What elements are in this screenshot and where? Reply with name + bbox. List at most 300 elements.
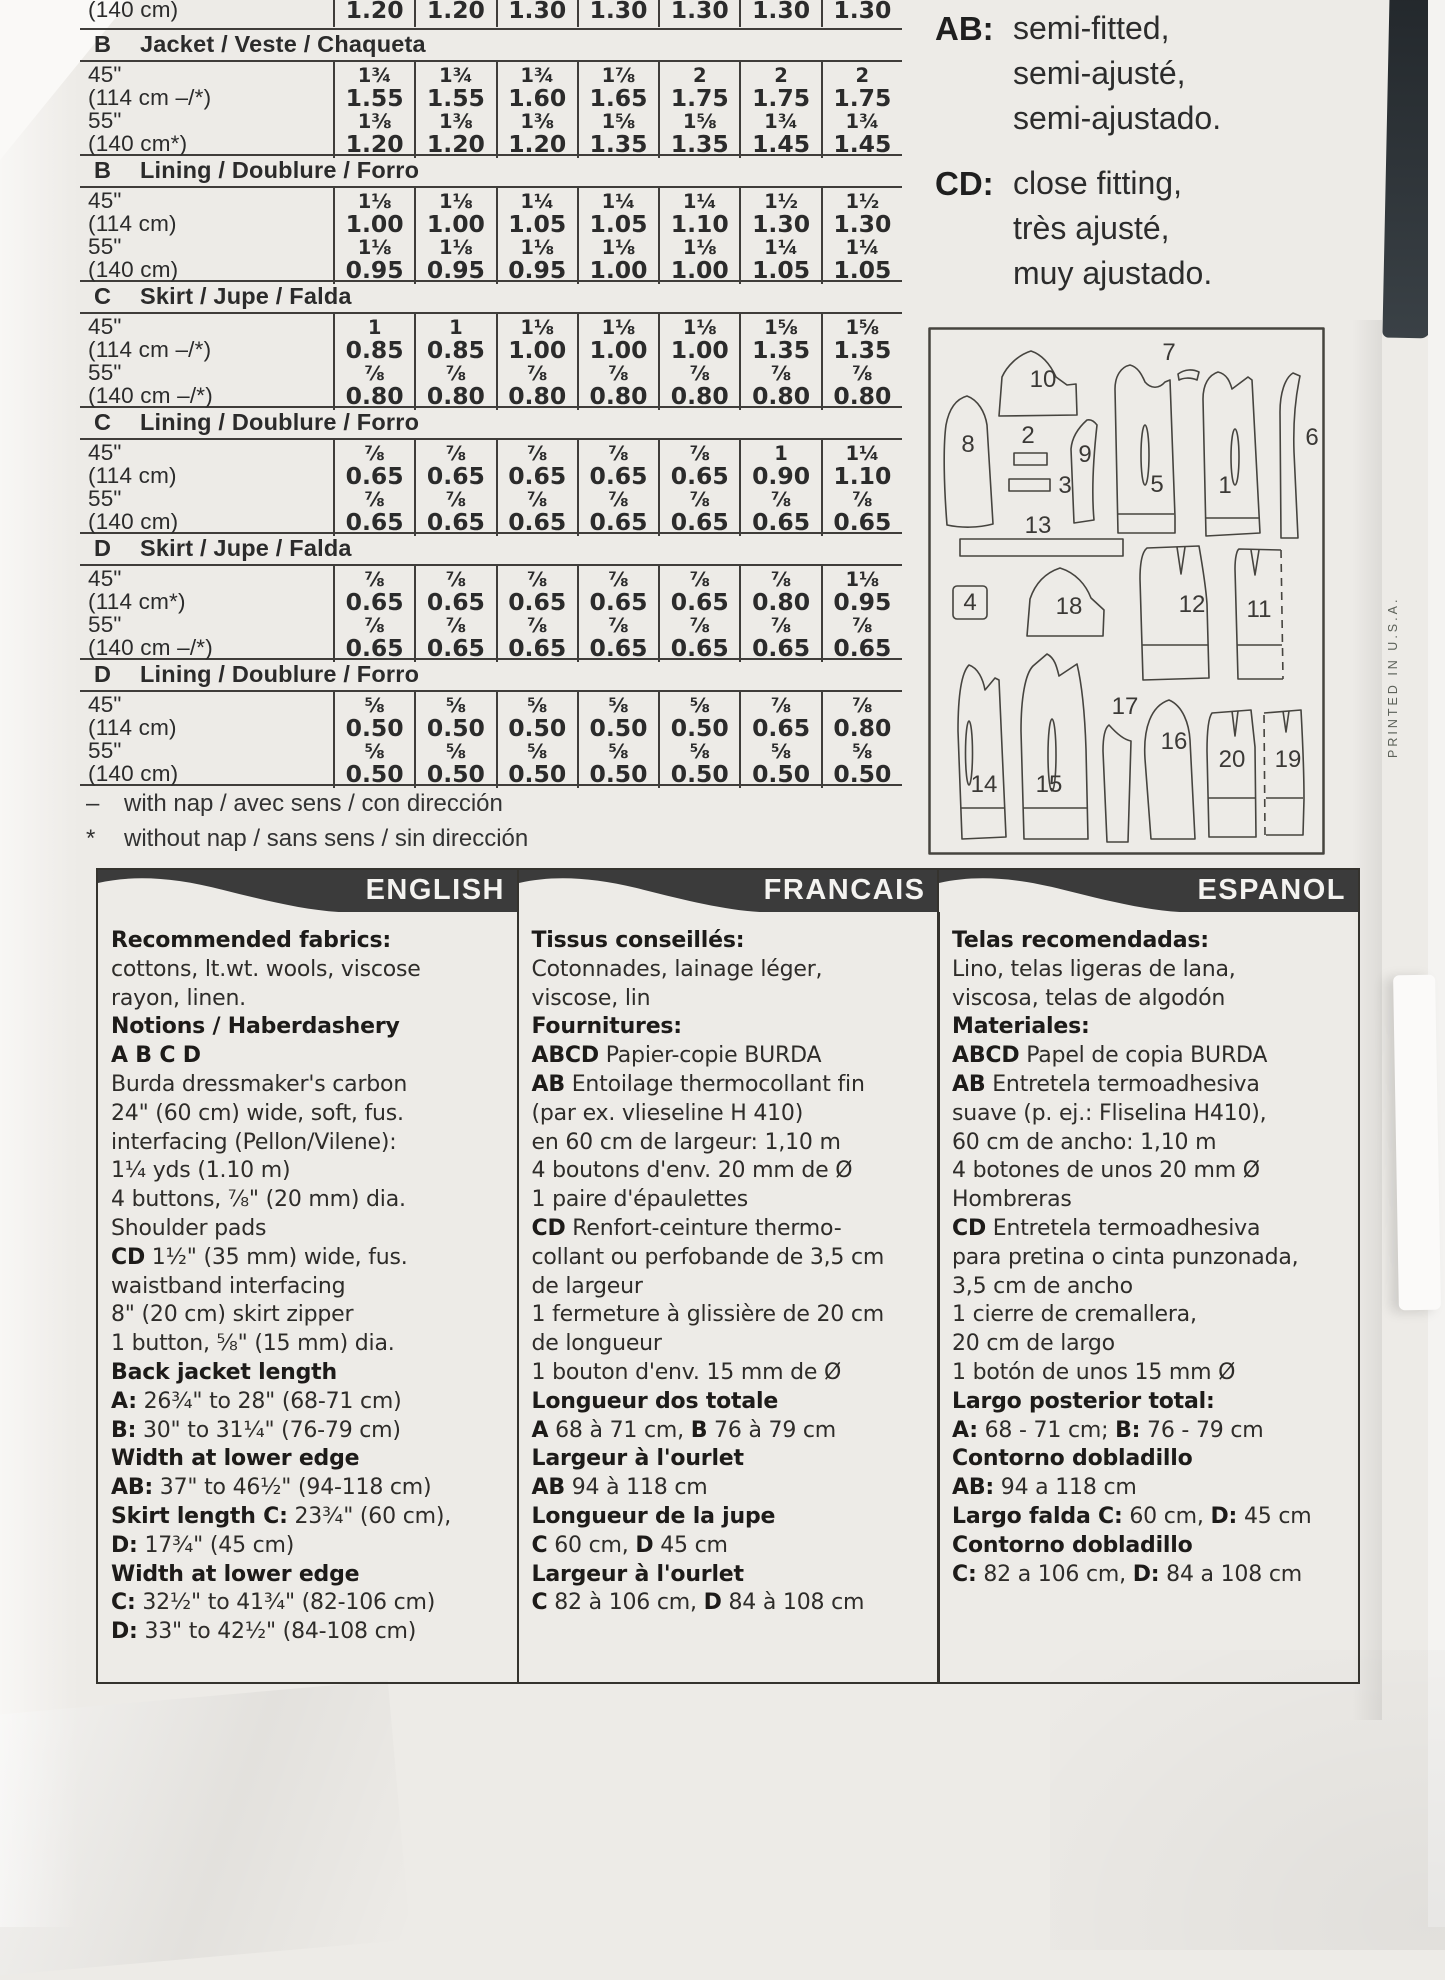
yardage-value-cell: 1.60 [496, 84, 577, 112]
text: 84 a 108 cm [1159, 1561, 1302, 1587]
text-line [111, 985, 509, 1014]
bold-text: AB: [111, 1475, 153, 1501]
fit-line: semi-fitted, [1013, 10, 1170, 46]
yardage-row [80, 612, 902, 637]
yardage-value-cell: ⅞ [577, 612, 658, 638]
text-line [532, 1215, 930, 1244]
text: 82 à 106 cm, [547, 1590, 704, 1616]
yardage-value-cell: ⅞ [496, 440, 577, 466]
yardage-value-cell: ⅞ [658, 612, 739, 638]
yardage-value-cell: 1⅛ [577, 314, 658, 340]
section-letter: C [94, 283, 112, 309]
text: 1½" (35 mm) wide, fus. [145, 1244, 408, 1270]
yardage-row [80, 256, 902, 284]
piece-number-13: 13 [1024, 512, 1052, 539]
text-line [952, 1100, 1350, 1129]
yardage-value-cell: 0.65 [577, 588, 658, 616]
section-letter: B [94, 157, 112, 183]
yardage-value-cell: 1.30 [821, 210, 902, 238]
yardage-value-cell: 0.80 [496, 382, 577, 410]
bold-text: AB [531, 1475, 565, 1501]
yardage-value-cell: ⅝ [333, 692, 414, 718]
section-letter: C [94, 409, 112, 435]
yardage-value-cell: 0.65 [821, 634, 902, 662]
yardage-value-cell: 0.80 [577, 382, 658, 410]
yardage-value-cell: 0.50 [414, 714, 495, 742]
yardage-value-cell: ⅞ [739, 486, 820, 512]
text: 84 à 108 cm [721, 1590, 865, 1616]
yardage-value-cell: 0.65 [414, 588, 495, 616]
text-line [952, 1561, 1350, 1590]
text: 3,5 cm de ancho [952, 1273, 1133, 1299]
text: 26¾" to 28" (68-71 cm) [136, 1388, 402, 1414]
yardage-value-cell: 0.65 [333, 462, 414, 490]
yardage-value-cell: 0.95 [496, 256, 577, 284]
yardage-value-cell: 0.65 [577, 462, 658, 490]
section-name: Lining / Doublure / Forro [140, 157, 420, 183]
yardage-value-cell: 0.80 [333, 382, 414, 410]
section-name: Lining / Doublure / Forro [140, 661, 420, 687]
yardage-row-label: 55" [88, 234, 122, 259]
bold-text: A B C D [111, 1043, 201, 1069]
yardage-value-cell: 0.65 [739, 714, 820, 742]
yardage-value-cell: 1.35 [577, 130, 658, 158]
text: Cotonnades, lainage léger, [531, 956, 823, 982]
yardage-value-cell: ⅞ [496, 566, 577, 592]
yardage-row-label: (140 cm) [88, 761, 179, 786]
yardage-row-label: 55" [88, 108, 122, 133]
yardage-value-cell: 1⅜ [496, 108, 577, 134]
bold-text: Notions / Haberdashery [111, 1014, 400, 1040]
yardage-row [80, 382, 902, 410]
text: 4 boutons d'env. 20 mm de Ø [531, 1158, 853, 1184]
yardage-value-cell: 1.75 [658, 84, 739, 112]
piece-number-3: 3 [1058, 472, 1072, 499]
yardage-value-cell: 1.30 [577, 0, 658, 27]
yardage-row [80, 634, 902, 662]
yardage-row [80, 588, 902, 616]
yardage-value-cell: 1¾ [739, 108, 820, 134]
text: 20 cm de largo [952, 1331, 1115, 1357]
text-line [532, 1129, 930, 1158]
fit-line: muy ajustado. [1013, 255, 1213, 291]
yardage-value-cell: 1¾ [333, 62, 414, 88]
piece-number-19: 19 [1274, 746, 1302, 773]
yardage-value-cell: 1⅛ [333, 234, 414, 260]
yardage-value-cell: 1¼ [739, 234, 820, 260]
yardage-value-cell: 1.00 [658, 256, 739, 284]
text-line [952, 1157, 1350, 1186]
text-line [532, 1417, 930, 1446]
yardage-value-cell: 1.35 [739, 336, 820, 364]
yardage-value-cell: 0.85 [333, 336, 414, 364]
yardage-value-cell: ⅞ [739, 612, 820, 638]
yardage-value-cell: 1⅛ [821, 566, 902, 592]
bold-text: B [690, 1417, 708, 1443]
text-line [532, 1388, 930, 1417]
text: interfacing (Pellon/Vilene): [111, 1129, 397, 1155]
fit-line: très ajusté, [1013, 210, 1170, 246]
printed-in-usa-text: PRINTED IN U.S.A. [1386, 596, 1400, 758]
lang-body-francais [519, 912, 938, 1618]
bold-text: Contorno dobladillo [952, 1446, 1193, 1472]
english-banner-label: ENGLISH [365, 874, 505, 906]
yardage-value-cell: 1.00 [577, 256, 658, 284]
yardage-value-cell: 0.65 [414, 462, 495, 490]
yardage-value-cell: ⅞ [739, 692, 820, 718]
yardage-value-cell: 0.50 [333, 760, 414, 788]
yardage-value-cell: 0.80 [739, 382, 820, 410]
bold-text: D: [111, 1619, 138, 1645]
yardage-row [80, 486, 902, 511]
text-line [111, 1186, 509, 1215]
yardage-value-cell: 0.80 [821, 382, 902, 410]
text: 8" (20 cm) skirt zipper [111, 1302, 354, 1328]
yardage-value-cell: 1.00 [414, 210, 495, 238]
yardage-value-cell: ⅞ [821, 612, 902, 638]
yardage-value-cell: ⅞ [414, 486, 495, 512]
text: 1 botón de unos 15 mm Ø [952, 1359, 1236, 1385]
yardage-value-cell: ⅞ [577, 566, 658, 592]
text-line [111, 1100, 509, 1129]
yardage-value-cell: ⅞ [739, 360, 820, 386]
text: 1 paire d'épaulettes [531, 1187, 748, 1213]
text: de longueur [531, 1331, 662, 1357]
piece-number-18: 18 [1055, 593, 1083, 620]
yardage-row-label: (114 cm*) [88, 589, 186, 614]
yardage-value-cell: 1.55 [414, 84, 495, 112]
yardage-value-cell: ⅞ [414, 566, 495, 592]
paper-left-edge [0, 0, 78, 1927]
espanol-banner-label: ESPANOL [1197, 874, 1346, 906]
bold-text: D [635, 1532, 654, 1558]
yardage-value-cell: 1.75 [739, 84, 820, 112]
yardage-row [80, 440, 902, 465]
text-line [952, 1445, 1350, 1474]
yardage-row-label: 45" [88, 566, 122, 591]
piece-number-1: 1 [1218, 472, 1232, 499]
yardage-section-title [80, 408, 902, 438]
yardage-row-label: 55" [88, 486, 122, 511]
text-line [111, 956, 509, 985]
yardage-value-cell: 1.00 [577, 336, 658, 364]
text-line [111, 927, 509, 956]
text: 4 buttons, ⅞" (20 mm) dia. [111, 1187, 406, 1213]
lang-body-espanol [939, 912, 1358, 1589]
text: 17¾" (45 cm) [137, 1532, 295, 1558]
yardage-row [80, 692, 902, 717]
language-column-english [96, 868, 519, 1684]
yardage-row [80, 360, 902, 385]
yardage-value-cell: ⅞ [658, 440, 739, 466]
yardage-value-cell: ⅞ [577, 440, 658, 466]
bold-text: CD [952, 1215, 987, 1241]
yardage-value-cell: 0.65 [496, 588, 577, 616]
yardage-row [80, 130, 902, 158]
yardage-value-cell: 0.65 [658, 508, 739, 536]
text-line [532, 1186, 930, 1215]
yardage-value-cell: 0.50 [739, 760, 820, 788]
section-letter: B [94, 31, 112, 57]
text: 1¼ yds (1.10 m) [111, 1158, 291, 1184]
section-name: Skirt / Jupe / Falda [140, 535, 352, 561]
yardage-value-cell: ⅞ [414, 612, 495, 638]
yardage-value-cell: ⅞ [496, 486, 577, 512]
text-line [952, 1330, 1350, 1359]
yardage-value-cell: 1.45 [821, 130, 902, 158]
text-line [532, 1330, 930, 1359]
bold-text: Largo falda C: [952, 1503, 1123, 1529]
yardage-value-cell: 0.50 [577, 714, 658, 742]
text: Papier-copie BURDA [598, 1043, 822, 1069]
footnote-without-nap [86, 825, 528, 853]
yardage-value-cell: 1.20 [414, 0, 495, 27]
text-line [532, 1474, 930, 1503]
fit-notes [935, 6, 1345, 316]
bold-text: ABCD [531, 1043, 599, 1069]
english-banner [98, 870, 517, 912]
yardage-value-cell: ⅝ [577, 692, 658, 718]
yardage-row [80, 210, 902, 238]
yardage-row [80, 314, 902, 339]
text-line [111, 1129, 509, 1158]
bold-text: A: [111, 1388, 137, 1414]
text-line [952, 1042, 1350, 1071]
yardage-value-cell: 1⅛ [658, 234, 739, 260]
yardage-value-cell: 1⅛ [577, 234, 658, 260]
text-line [111, 1503, 509, 1532]
bold-text: AB: [952, 1475, 994, 1501]
yardage-footnotes [86, 790, 528, 860]
bold-text: AB [531, 1071, 565, 1097]
yardage-row [80, 462, 902, 490]
fit-note-ab-lines [1013, 6, 1221, 141]
text-line [111, 1417, 509, 1446]
text: en 60 cm de largeur: 1,10 m [531, 1129, 841, 1155]
footnote-marker: * [86, 825, 96, 852]
yardage-value-cell: ⅞ [577, 360, 658, 386]
yardage-value-cell: 0.65 [414, 634, 495, 662]
section-name: Skirt / Jupe / Falda [140, 283, 352, 309]
bold-text: Contorno dobladillo [952, 1532, 1193, 1558]
text-line [532, 1244, 930, 1273]
text: viscosa, telas de algodón [952, 985, 1226, 1011]
yardage-value-cell: 0.65 [496, 634, 577, 662]
text-line [532, 1071, 930, 1100]
fit-note-cd-label: CD: [935, 165, 994, 202]
pattern-pieces-svg [928, 327, 1325, 855]
bold-text: D [703, 1590, 722, 1616]
text-line [111, 1532, 509, 1561]
yardage-value-cell: 1.20 [414, 130, 495, 158]
text-line [111, 1215, 509, 1244]
text: 60 cm, [547, 1532, 636, 1558]
text-line [111, 1071, 509, 1100]
yardage-value-cell: 0.65 [496, 462, 577, 490]
text: Entretela termoadhesiva [985, 1071, 1260, 1097]
yardage-value-cell: 0.65 [414, 508, 495, 536]
yardage-value-cell: 0.50 [414, 760, 495, 788]
text-line [532, 1273, 930, 1302]
fit-line: semi-ajustado. [1013, 100, 1222, 136]
yardage-section-title [80, 660, 902, 690]
language-column-francais [517, 868, 940, 1684]
text-line [111, 1042, 509, 1071]
text: rayon, linen. [111, 985, 246, 1011]
yardage-value-cell: 2 [739, 62, 820, 88]
text: 45 cm [653, 1532, 728, 1558]
text: 68 à 71 cm, [548, 1417, 691, 1443]
fit-note-cd-lines [1013, 161, 1212, 296]
text: de largeur [531, 1273, 643, 1299]
piece-number-12: 12 [1178, 591, 1206, 618]
bold-text: Largeur à l'ourlet [531, 1446, 744, 1472]
bold-text: Tissus conseillés: [531, 928, 745, 953]
text: 94 à 118 cm [564, 1475, 708, 1501]
yardage-value-cell: ⅞ [414, 440, 495, 466]
bold-text: CD [111, 1244, 146, 1270]
bold-text: CD [531, 1215, 566, 1241]
yardage-value-cell: 1⅝ [821, 314, 902, 340]
bold-text: Back jacket length [111, 1359, 337, 1385]
paper-shade [1050, 1650, 1445, 1950]
yardage-value-cell: 1 [414, 314, 495, 340]
yardage-value-cell: 0.65 [658, 462, 739, 490]
text: para pretina o cinta punzonada, [952, 1244, 1299, 1270]
text-line [111, 1589, 509, 1618]
francais-banner-label: FRANCAIS [763, 874, 926, 906]
yardage-value-cell: 0.80 [821, 714, 902, 742]
yardage-value-cell: 1 [739, 440, 820, 466]
yardage-value-cell: 1⅛ [496, 234, 577, 260]
yardage-row-label: (114 cm) [88, 715, 177, 740]
yardage-value-cell: 1⅞ [577, 62, 658, 88]
text-line [111, 1330, 509, 1359]
yardage-value-cell: 1⅝ [739, 314, 820, 340]
yardage-value-cell: 1⅛ [414, 188, 495, 214]
text-line [111, 1445, 509, 1474]
text: 1 button, ⅝" (15 mm) dia. [111, 1331, 395, 1357]
yardage-value-cell: ⅞ [658, 360, 739, 386]
yardage-value-cell: ⅝ [333, 738, 414, 764]
yardage-value-cell: ⅝ [414, 738, 495, 764]
text-line [952, 1244, 1350, 1273]
text: cottons, lt.wt. wools, viscose [111, 956, 421, 982]
yardage-value-cell: 1.30 [739, 0, 820, 27]
yardage-value-cell: 0.50 [496, 760, 577, 788]
yardage-value-cell: 0.65 [739, 634, 820, 662]
text: 37" to 46½" (94-118 cm) [153, 1475, 432, 1501]
yardage-value-cell: 1.05 [739, 256, 820, 284]
yardage-row [80, 0, 902, 27]
yardage-value-cell: 1.20 [496, 130, 577, 158]
yardage-row [80, 108, 902, 133]
text-line [111, 1618, 509, 1647]
yardage-value-cell: ⅞ [739, 566, 820, 592]
text-line [111, 1157, 509, 1186]
piece-number-4: 4 [963, 589, 977, 616]
yardage-value-cell: 1¾ [414, 62, 495, 88]
text: 76 - 79 cm [1140, 1417, 1264, 1443]
yardage-row-label: 45" [88, 62, 122, 87]
bold-text: Largeur à l'ourlet [531, 1561, 744, 1587]
text: 1 fermeture à glissière de 20 cm [531, 1302, 884, 1328]
yardage-row [80, 760, 902, 788]
bold-text: Longueur dos totale [531, 1388, 779, 1414]
language-column-espanol [937, 868, 1360, 1684]
text: 33" to 42½" (84-108 cm) [137, 1619, 417, 1645]
text-line [111, 1359, 509, 1388]
yardage-value-cell: ⅝ [496, 738, 577, 764]
yardage-value-cell: ⅝ [658, 738, 739, 764]
piece-number-20: 20 [1218, 746, 1246, 773]
paper-torn-edge [1393, 975, 1441, 1311]
text-line [111, 1388, 509, 1417]
text-line [952, 1532, 1350, 1561]
yardage-value-cell: 1¼ [821, 440, 902, 466]
text: 60 cm, [1122, 1503, 1211, 1529]
yardage-value-cell: ⅞ [333, 566, 414, 592]
bold-text: Materiales: [952, 1014, 1090, 1040]
yardage-section-title [80, 30, 902, 60]
text-line [952, 1129, 1350, 1158]
yardage-value-cell: 1½ [739, 188, 820, 214]
text-line [532, 1301, 930, 1330]
piece-number-9: 9 [1078, 441, 1092, 468]
yardage-row [80, 188, 902, 213]
bold-text: Largo posterior total: [952, 1388, 1215, 1414]
yardage-value-cell: 0.65 [333, 508, 414, 536]
footnote-text: without nap / sans sens / sin dirección [124, 825, 529, 852]
text-line [532, 1561, 930, 1590]
text-line [532, 1013, 930, 1042]
yardage-row-label: 45" [88, 188, 122, 213]
bold-text: Width at lower edge [111, 1446, 360, 1472]
text: 76 à 79 cm [707, 1417, 837, 1443]
yardage-value-cell: 0.90 [739, 462, 820, 490]
yardage-row [80, 508, 902, 536]
yardage-section-table [80, 312, 902, 408]
yardage-value-cell: ⅝ [658, 692, 739, 718]
bold-text: Longueur de la jupe [531, 1503, 776, 1529]
yardage-row-label: 55" [88, 612, 122, 637]
yardage-row [80, 336, 902, 364]
bold-text: A [531, 1417, 549, 1443]
yardage-value-cell: 1.35 [821, 336, 902, 364]
yardage-row-label: (114 cm –/*) [88, 85, 212, 110]
yardage-value-cell: 1.00 [658, 336, 739, 364]
yardage-value-cell: 1½ [821, 188, 902, 214]
text: 1 cierre de cremallera, [952, 1302, 1197, 1328]
text-line [111, 1013, 509, 1042]
yardage-value-cell: 1¾ [496, 62, 577, 88]
text: 60 cm de ancho: 1,10 m [952, 1129, 1217, 1155]
yardage-value-cell: ⅞ [658, 486, 739, 512]
yardage-value-cell: 2 [821, 62, 902, 88]
espanol-banner [939, 870, 1358, 912]
yardage-value-cell: ⅞ [658, 566, 739, 592]
text: (par ex. vlieseline H 410) [531, 1100, 804, 1126]
yardage-row [80, 84, 902, 112]
yardage-value-cell: 1.65 [577, 84, 658, 112]
yardage-row-label: 55" [88, 360, 122, 385]
yardage-row-label: (114 cm –/*) [88, 337, 212, 362]
text-line [532, 1532, 930, 1561]
yardage-value-cell: 0.65 [496, 508, 577, 536]
yardage-section-table [80, 186, 902, 282]
francais-banner [519, 870, 938, 912]
piece-number-15: 15 [1035, 771, 1063, 798]
